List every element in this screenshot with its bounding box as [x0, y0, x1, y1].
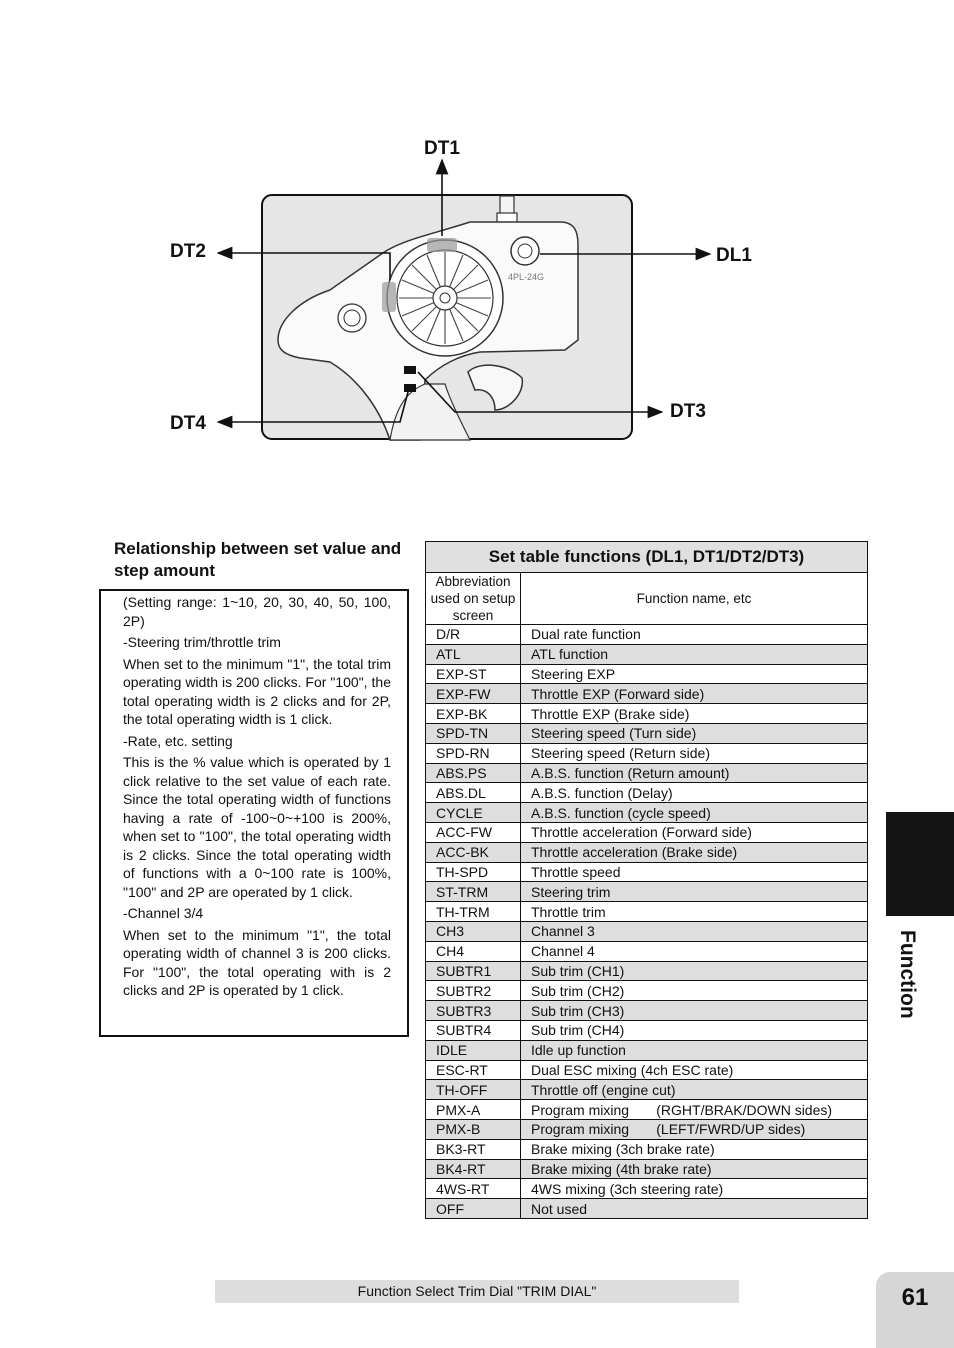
abbreviation-cell: PMX-B — [426, 1119, 521, 1139]
function-name-cell: Brake mixing (4th brake rate) — [521, 1159, 868, 1179]
abbreviation-cell: TH-OFF — [426, 1080, 521, 1100]
abbreviation-cell: ATL — [426, 644, 521, 664]
table-row — [426, 1179, 868, 1199]
channel-paragraph: When set to the minimum "1", the total operating width of channel 3 is 200 clicks. For "100", the total operating with is 2 clicks and 2P is operated by 1 click. — [123, 926, 391, 998]
table-row — [426, 1060, 868, 1080]
column-header-function-name: Function name, etc — [521, 573, 868, 625]
page-number-tab — [876, 1272, 954, 1348]
abbreviation-cell: D/R — [426, 625, 521, 645]
function-name-cell: 4WS mixing (3ch steering rate) — [521, 1179, 868, 1199]
function-name-cell: Brake mixing (3ch brake rate) — [521, 1139, 868, 1159]
abbreviation-cell: BK4-RT — [426, 1159, 521, 1179]
abbreviation-cell: ACC-BK — [426, 842, 521, 862]
table-row — [426, 625, 868, 645]
section-tab-text: Function — [896, 930, 919, 1019]
abbreviation-cell: EXP-FW — [426, 684, 521, 704]
function-name-cell: Sub trim (CH4) — [521, 1020, 868, 1040]
abbreviation-cell: PMX-A — [426, 1100, 521, 1120]
table-body — [426, 625, 868, 1219]
abbreviation-cell: TH-SPD — [426, 862, 521, 882]
abbreviation-cell: SUBTR3 — [426, 1001, 521, 1021]
function-name-cell: Throttle EXP (Brake side) — [521, 704, 868, 724]
table-row — [426, 822, 868, 842]
function-name-cell: ATL function — [521, 644, 868, 664]
abbreviation-cell: CH4 — [426, 941, 521, 961]
table-row — [426, 921, 868, 941]
table-row — [426, 902, 868, 922]
abbreviation-cell: ACC-FW — [426, 822, 521, 842]
table-row — [426, 644, 868, 664]
function-name-cell: Throttle speed — [521, 862, 868, 882]
abbreviation-cell: CH3 — [426, 921, 521, 941]
footer-title: Function Select Trim Dial "TRIM DIAL" — [215, 1280, 739, 1303]
function-name-cell: Not used — [521, 1199, 868, 1219]
table-row — [426, 743, 868, 763]
abbreviation-cell: BK3-RT — [426, 1139, 521, 1159]
table-row — [426, 664, 868, 684]
table-row — [426, 1080, 868, 1100]
function-name-cell: Steering trim — [521, 882, 868, 902]
function-name-cell: Channel 3 — [521, 921, 868, 941]
label-dt4: DT4 — [170, 413, 206, 434]
table-row — [426, 1139, 868, 1159]
abbreviation-cell: ABS.PS — [426, 763, 521, 783]
table-row — [426, 684, 868, 704]
table-row — [426, 723, 868, 743]
function-name-cell: Dual ESC mixing (4ch ESC rate) — [521, 1060, 868, 1080]
abbreviation-cell: EXP-ST — [426, 664, 521, 684]
transmitter-illustration — [0, 0, 954, 520]
page-number: 61 — [901, 1284, 929, 1311]
function-name-cell: Throttle trim — [521, 902, 868, 922]
column-header-abbreviation: Abbreviation used on setup screen — [426, 573, 521, 625]
abbreviation-cell: SUBTR2 — [426, 981, 521, 1001]
function-name-cell: Throttle EXP (Forward side) — [521, 684, 868, 704]
function-name-cell: Program mixing (LEFT/FWRD/UP sides) — [521, 1119, 868, 1139]
abbreviation-cell: ST-TRM — [426, 882, 521, 902]
abbreviation-cell: IDLE — [426, 1040, 521, 1060]
abbreviation-cell: 4WS-RT — [426, 1179, 521, 1199]
label-dt2: DT2 — [170, 241, 206, 262]
abbreviation-cell: CYCLE — [426, 803, 521, 823]
abbreviation-cell: OFF — [426, 1199, 521, 1219]
relationship-heading: Relationship between set value and step amount — [114, 539, 402, 580]
function-name-cell: Steering EXP — [521, 664, 868, 684]
abbreviation-cell: SUBTR4 — [426, 1020, 521, 1040]
function-name-cell: Throttle off (engine cut) — [521, 1080, 868, 1100]
table-row — [426, 842, 868, 862]
relationship-box — [99, 589, 409, 1037]
function-name-cell: Throttle acceleration (Forward side) — [521, 822, 868, 842]
function-name-cell: Throttle acceleration (Brake side) — [521, 842, 868, 862]
abbreviation-cell: SPD-TN — [426, 723, 521, 743]
function-name-cell: Dual rate function — [521, 625, 868, 645]
table-row — [426, 1159, 868, 1179]
function-table — [425, 541, 868, 1219]
abbreviation-cell: TH-TRM — [426, 902, 521, 922]
channel-subheading: -Channel 3/4 — [123, 905, 204, 921]
table-row — [426, 941, 868, 961]
rate-subheading: -Rate, etc. setting — [123, 732, 233, 749]
table-row — [426, 704, 868, 724]
table-row — [426, 882, 868, 902]
table-row — [426, 981, 868, 1001]
table-row — [426, 763, 868, 783]
label-dl1: DL1 — [716, 245, 752, 266]
trim-paragraph: When set to the minimum "1", the total trim operating width is 200 clicks. For "100", the total operating width is 2 clicks and for 2P, the total operating width is 1 click. — [123, 655, 391, 727]
function-name-cell: Sub trim (CH2) — [521, 981, 868, 1001]
table-row — [426, 1199, 868, 1219]
function-name-cell: Channel 4 — [521, 941, 868, 961]
model-text: 4PL-24G — [508, 272, 545, 282]
relationship-text — [123, 593, 391, 1003]
table-title: Set table functions (DL1, DT1/DT2/DT3) — [426, 542, 868, 573]
label-dt1: DT1 — [424, 138, 460, 159]
function-name-cell: Program mixing (RGHT/BRAK/DOWN sides) — [521, 1100, 868, 1120]
function-name-cell: Steering speed (Return side) — [521, 743, 868, 763]
function-name-cell: Idle up function — [521, 1040, 868, 1060]
section-tab — [886, 812, 954, 916]
table-row — [426, 1020, 868, 1040]
table-row — [426, 803, 868, 823]
function-name-cell: Sub trim (CH3) — [521, 1001, 868, 1021]
abbreviation-cell: EXP-BK — [426, 704, 521, 724]
transmitter-diagram — [0, 0, 954, 520]
abbreviation-cell: SPD-RN — [426, 743, 521, 763]
table-row — [426, 783, 868, 803]
function-name-cell: Steering speed (Turn side) — [521, 723, 868, 743]
abbreviation-cell: SUBTR1 — [426, 961, 521, 981]
section-tab-label — [872, 930, 932, 1030]
table-row — [426, 862, 868, 882]
table-row — [426, 961, 868, 981]
trim-subheading: -Steering trim/throttle trim — [123, 634, 281, 650]
function-name-cell: Sub trim (CH1) — [521, 961, 868, 981]
abbreviation-cell: ABS.DL — [426, 783, 521, 803]
table-row — [426, 1119, 868, 1139]
setting-range-text: (Setting range: 1~10, 20, 30, 40, 50, 100, 2P) — [123, 594, 391, 629]
function-name-cell: A.B.S. function (Return amount) — [521, 763, 868, 783]
rate-paragraph: This is the % value which is operated by 1 click relative to the set value of each rate. Since the total operating width of functions having a rate of -100~0~+100 is 200%, when set to "100", the total operating width is 2 clicks. Since the total operating width of functions with a 0~100 rate is 100%, "100" and 2P are operated by 1 click. — [123, 754, 391, 900]
function-name-cell: A.B.S. function (cycle speed) — [521, 803, 868, 823]
function-name-cell: A.B.S. function (Delay) — [521, 783, 868, 803]
table-row — [426, 1100, 868, 1120]
table-row — [426, 1001, 868, 1021]
abbreviation-cell: ESC-RT — [426, 1060, 521, 1080]
table-row — [426, 1040, 868, 1060]
label-dt3: DT3 — [670, 401, 706, 422]
